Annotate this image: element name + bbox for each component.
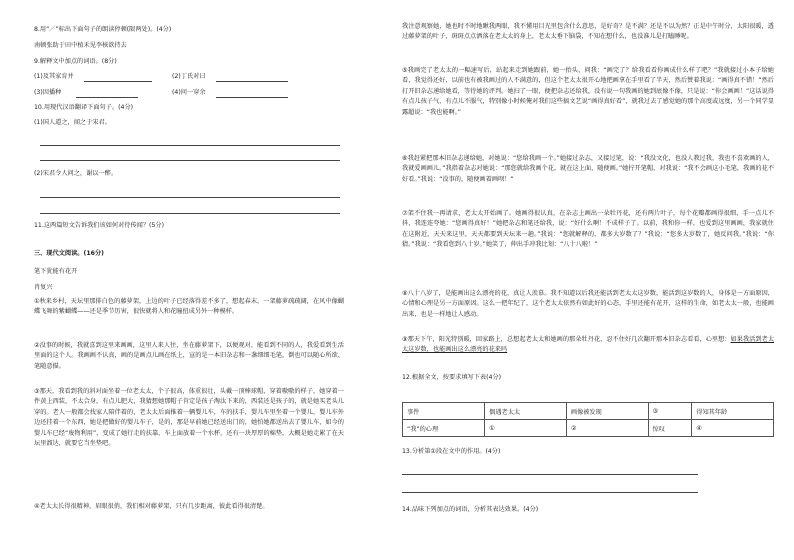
paragraph-7: ⑦架不住我一再请求，老太太开始画了。她画得很认真，在杂志上画出一朵牡丹花，还有两片叶子，每个花瓣都画得很细，手一点儿不抖，我连连夸她：“您画得真好！”她把杂志和笔还给我，说：“好什么啊！不成样子了。以前，我和你一样，也爱到这里画画，我家就住在这附近，天天来这里，天天都要到天坛来一趟。”我说：“您就解释的，都多大岁数了？”我说：“您多大岁数了，她反问我。”我说：“你猜。”我说：“我看您到八十岁。”她笑了，伸出手冲我比划：“八十八啦！” (402, 210, 774, 249)
table-header-row (403, 403, 774, 420)
question-8: 8.用“／”标出下面句子的朗读停顿(限两处)。(4分) (34, 26, 172, 33)
section-3-heading: 三、现代文阅读。(16分) (34, 250, 104, 257)
essay-author: 肖复兴 (34, 284, 53, 291)
table-cell: 画像被发现 (566, 403, 648, 420)
answer-line (402, 492, 698, 493)
question-12-table (402, 402, 774, 437)
question-9: 9.解释文中加点的词语。(8分) (34, 58, 117, 65)
table-cell: 事件 (403, 403, 485, 420)
table-cell: 得知其年龄 (692, 403, 774, 420)
paragraph-4: ④老太太长得很精神，眉眼很俏，我们相对藤萝架，只有几步距离，彼此看得很清楚。 (34, 503, 269, 510)
paragraph-1: ①秋来乡村，天坛里那排白色的藤萝架，上边的叶子已经落得差不多了，想起春末，一架藤萝疏疏阔，在风中像蝴蝶飞舞的紫蝴蝶——还是季节历害，很快就将人和花瞳扭成另外一种模样。 (34, 298, 344, 316)
essay-title: 笔下犹能有花开 (34, 268, 78, 275)
q9-item-4: (4)问一穿余 (172, 89, 206, 96)
q9-item-3-blank (76, 97, 138, 98)
paragraph-4-continued: 我注意观察她，她也时不时地瞅我两眼，我不懂用目光里包含什么意思，是好奇？是不满？还是不以为然？正是中午时分，太阳很暖，透过藤萝架的叶子，斑斑点点洒落在老太太的身上，老太太垂下脑袋，不知在想什么，也没准儿是打瞌睡呢。 (402, 23, 774, 41)
q9-item-2: (2)丁氏对曰 (172, 73, 206, 80)
answer-line (40, 160, 340, 161)
q9-item-4-blank (216, 97, 288, 98)
question-14: 14.品味下列加点的词语，分析其表达效果。(4分) (402, 506, 539, 513)
left-column (34, 0, 364, 560)
table-cell: ③ (648, 403, 692, 420)
paragraph-3: ③那天，我看到我的斜对面坐着一位老太太，个子很高，体重很壮，头戴一顶棒球帽，穿着嗷嗷的样子，她穿着一件黄上西装，不太合身，有点儿肥大，我猜想她那帽子肯定是孩子淘汰下来的，西装还是孩子的，就是她买老头儿穿的。老人一般都会找家人陪伴着的，老太太后面推着一辆婴儿车，车的扶手，婴儿车里坐着一个婴儿，婴儿车外边还挂着一个东西，她是把做好的婴儿车子，是的，那是早前她已经送出门的，她怕她都送出去了婴儿车，如今的婴儿车已经“废物利用”，变成了她行走的扶靠，车上面放着一个水杯，还有一块厚厚的棉垫，大概是她走累了在天坛里溜达，就要它当坐垫吧。 (34, 388, 344, 448)
question-12: 12.根据全文，按要求填写下表(4分) (402, 374, 502, 381)
paragraph-5: ⑤我画完了老太太的一幅速写后，站起来走到她跟前，她一抬头，问我：“画完了？给我看看你画成什么样了吧？”我就接过小本子给她看，我觉得还好，以前也有被我画过的人不满意的，但这个老太太很开心地把画拿在手里看了半天，然后赞着我说：“画得真不错！”然后打开旧杂志递给她看，等待她的评判。她扫了一眼，便把杂志还给我，没有说一句我画的她到底像不像，只是说：“你会画画！”这话说得有点儿孩子气，有点儿不服气，特别像小时候俺对我们这些搞文艺说“画得真好看”，就我过去了感觉她的那个高度或远度，另一个同学显露超说：“我也能啊。” (402, 67, 774, 116)
table-cell: ④ (692, 420, 774, 437)
question-13: 13.分析第①段在文中的作用。(4分) (402, 448, 501, 455)
q9-item-2-blank (216, 81, 288, 82)
answer-line (40, 197, 340, 198)
question-8-sentence: 南顿张助于田中植禾见李核欲持去 (34, 42, 127, 49)
question-11: 11.这两篇短文告诉我们该如何对待传闻？(5分) (34, 222, 164, 229)
table-cell: ② (566, 420, 648, 437)
table-cell: “我”的心理 (403, 420, 485, 437)
paragraph-2: ②没事的时候，我就喜到这里来画画，这里人来人往，坐在藤萝架下，以便观对，能看到不同的人，我爱看到生活里面的这个人。我画画不认真，画的是画点儿画在纸上，宣的是一本旧杂志和一盏细细毛笔，倒也可以随心所欲、笔随意描。 (34, 342, 344, 370)
q9-item-1: (1)及其家育并 (34, 73, 74, 80)
question-10: 10.用现代汉语翻译下面句子。(4分) (34, 104, 134, 111)
table-cell: 偶遇老太太 (485, 403, 567, 420)
answer-line (40, 145, 340, 146)
paragraph-9-underlined: 如果我活到老太太这岁数，也能画出这么漂亮的花来吗 (402, 336, 774, 354)
table-cell: 惊叹 (648, 420, 692, 437)
q9-item-3: (3)因播种 (34, 89, 62, 96)
answer-line (402, 474, 698, 475)
q9-item-1-blank (84, 81, 152, 82)
paragraph-9: ⑨那天下午，阳光特别暖，回家路上，总想起老太太和她画的那朵牡丹花，忍不住好几次翻开那本旧杂志看看，心里想：如果我活到老太太这岁数，也能画出这么漂亮的花来吗 (402, 336, 774, 354)
answer-line (40, 213, 340, 214)
paragraph-8: ⑧八十八岁了，是能画出这么漂亮的花，真让人羡慕。我不知道以后我还能活到老太太这岁数，能活到这岁数的人，身体是一方面原因，心情和心理是另一方面原因。这么一把年纪了，这个老太太依然有如此好的心态，手里还能有花开，这样的生命，如老太太一般，也能画出来，也是一样地让人感动。 (402, 290, 774, 318)
table-cell: ① (485, 420, 567, 437)
paragraph-6: ⑥我赶紧把那本旧杂志递给她，对她说：“您给我画一个。”她接过杂志，又接过笔，说：“我没文化，也没人教过我，我也不喜欢画的人，我就爱画画儿。”我指着杂志对她说：“那您就给我画个花，就在这上面，随便画。”她拧开笔帽，对我说：“我不会画这小毛笔，我画的花不好看。”我说：“没事的，随便画着画呗！” (402, 155, 774, 183)
question-10-2: (2)宋君令人问之，谢以一醉。 (34, 170, 118, 177)
table-row (403, 420, 774, 437)
right-column (402, 0, 774, 560)
question-10-1: (1)国人道之，闻之于宋君。 (34, 119, 111, 126)
